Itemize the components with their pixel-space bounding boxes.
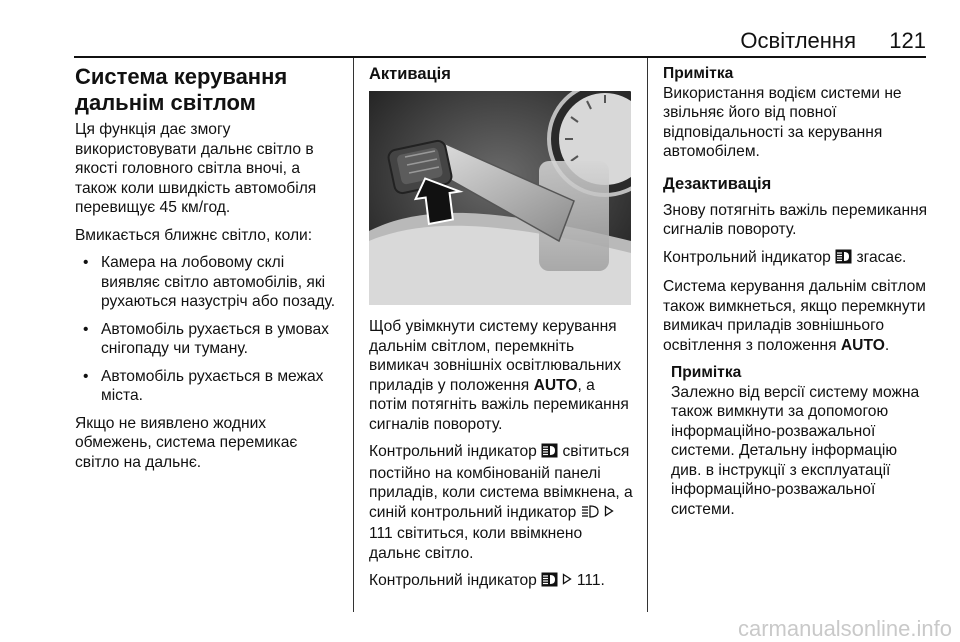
indicator-off-paragraph [663,248,931,270]
page-reference[interactable]: 111 [576,572,601,589]
outro-paragraph: Якщо не виявлено жодних обмежень, система перемикає світло на дальнє. [75,414,298,471]
text-run: світиться постійно на комбінованій панелі приладів, коли система ввімкнена, а синій контрольний індикатор [369,443,633,521]
text-run: світиться, коли ввімкнено дальнє світло. [369,525,583,562]
text-run: Контрольний індикатор [369,443,542,460]
text-run: , а потім потягніть важіль перемикання сигналів повороту. [369,376,629,433]
note-label: Примітка [663,65,734,82]
middle-column [369,64,637,601]
indicator-reference-paragraph [369,571,637,593]
list-item [75,253,343,312]
activation-heading: Активація [369,65,451,83]
page-header [0,0,960,56]
condition-intro: Вмикається ближнє світло, коли: [75,226,313,244]
list-item [75,367,343,406]
text-run: Щоб увімкнути систему керування дальнім світлом, перемкніть вимикач зовнішніх освітлювальних приладів у положення [369,318,622,394]
auto-high-beam-indicator-icon [541,443,558,464]
list-item-text: Камера на лобовому склі виявляє світло автомобілів, які рухаються назустріч або позаду. [101,254,336,310]
auto-high-beam-indicator-icon [541,572,558,593]
auto-position-label: AUTO [533,376,578,394]
page-reference[interactable]: 111 [369,525,393,542]
text-run: Система керування дальнім світлом також вимкнеться, якщо перемкнути вимикач приладів зовнішнього освітлення з положення [663,278,927,354]
page-number: 121 [889,28,926,53]
text-run: Контрольний індикатор [663,248,836,266]
headlight-stalk-photo [369,91,631,305]
column-divider [353,58,354,612]
page-reference-icon[interactable] [604,503,614,523]
text-run: згасає. [852,248,907,266]
condition-list [75,253,343,406]
switch-off-paragraph [663,277,931,355]
right-column [663,64,931,527]
bullet-icon: • [83,320,89,338]
intro-paragraph: Ця функція дає змогу використовувати дальнє світло в якості головного світла вночі, а також коли швидкість автомобіля перевищує 45 км/год. [75,121,317,216]
list-item [75,320,343,359]
page-reference-icon[interactable] [562,571,572,591]
note-text: Використання водієм системи не звільняє його від повної відповідальності за керування автомобілем. [663,84,902,160]
text-run: Контрольний індикатор [369,572,542,589]
header-rule [74,56,926,58]
auto-high-beam-indicator-icon [835,249,852,270]
section-title: Освітлення [740,28,856,53]
left-column [75,64,343,480]
high-beam-indicator-icon [581,504,600,525]
note-text: Залежно від версії систему можна також вимкнути за допомогою інформаційно-розважальної системи. Детальну інформацію див. в інструкції з експлуатації інформаційно-розважальної системи. [671,383,920,518]
activation-paragraph [369,317,637,434]
deactivation-heading: Дезактивація [663,174,772,193]
note-block [663,363,931,519]
auto-position-label: AUTO [840,336,885,354]
indicator-paragraph [369,442,637,563]
column-divider [647,58,648,612]
deactivation-paragraph: Знову потягніть важіль перемикання сигналів повороту. [663,201,928,238]
bullet-icon: • [83,254,89,271]
bullet-icon: • [83,367,89,385]
section-heading: Система керування дальнім світлом [75,64,288,115]
watermark: carmanualsonline.info [737,616,952,641]
text-run: . [884,336,890,354]
text-run: . [600,572,605,589]
note-label: Примітка [671,364,742,381]
list-item-text: Автомобіль рухається в умовах снігопаду чи туману. [101,320,329,357]
list-item-text: Автомобіль рухається в межах міста. [101,367,324,404]
